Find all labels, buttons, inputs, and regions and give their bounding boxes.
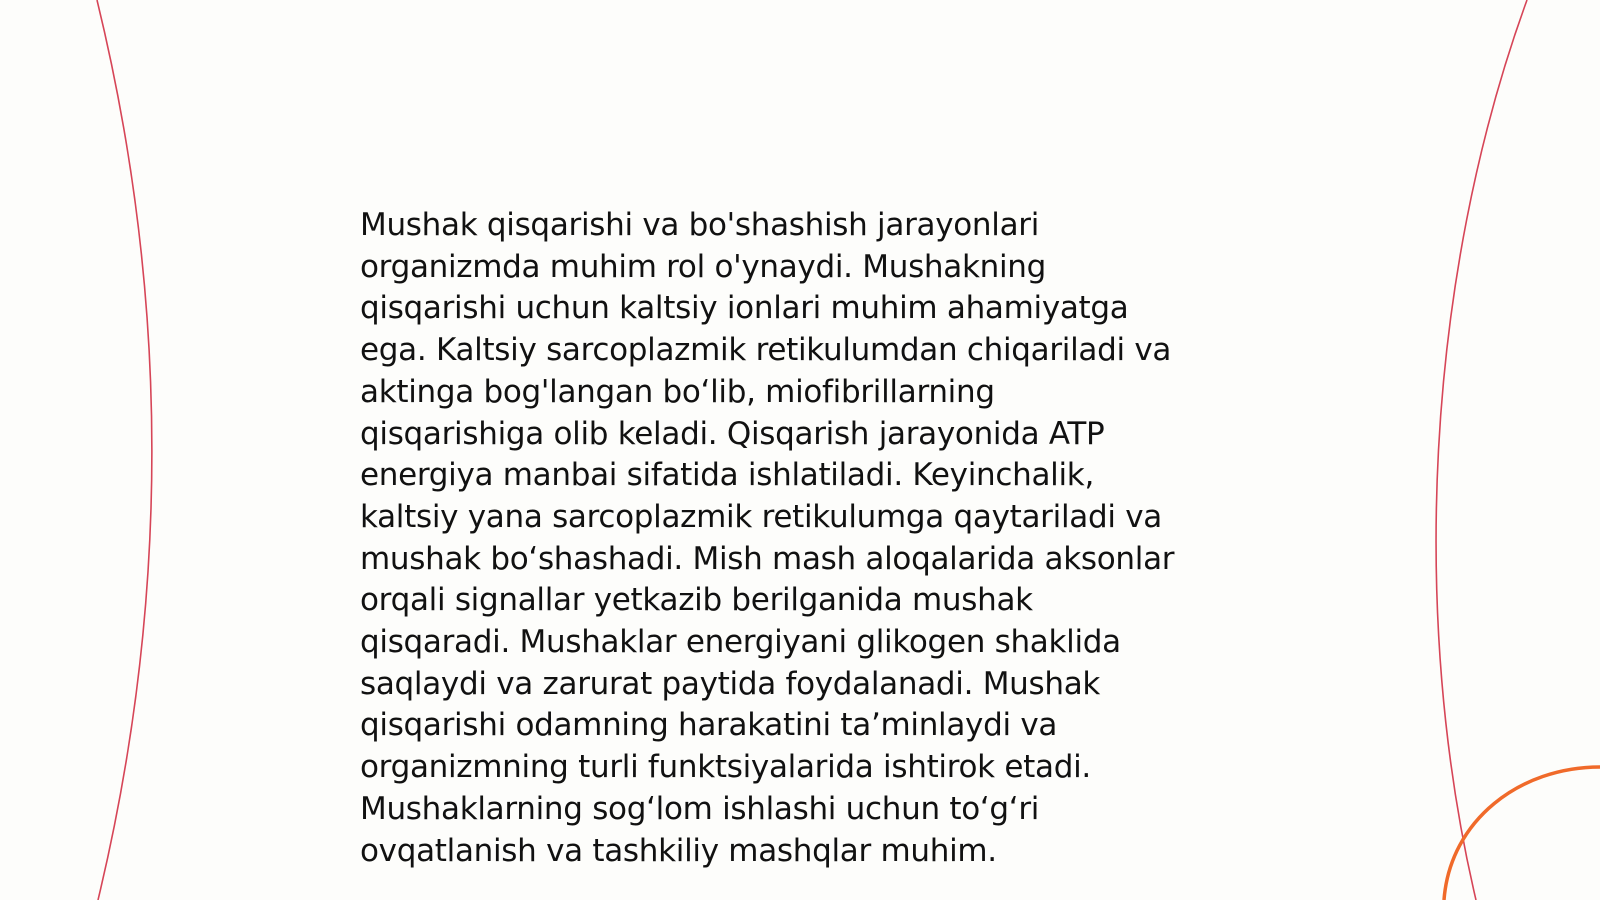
- paragraph-line: orqali signallar yetkazib berilganida mushak: [360, 582, 1033, 619]
- right-curve: [1436, 0, 1527, 900]
- paragraph-line: Mushaklarning sog‘lom ishlashi uchun to‘g‘ri: [360, 790, 1040, 827]
- accent-arc: [1444, 767, 1600, 900]
- paragraph-line: qisqaradi. Mushaklar energiyani glikogen shaklida: [360, 624, 1121, 661]
- paragraph-line: mushak bo‘shashadi. Mish mash aloqalarida aksonlar: [360, 540, 1175, 577]
- paragraph-line: qisqarishi odamning harakatini ta’minlaydi va: [360, 707, 1058, 744]
- paragraph-line: qisqarishiga olib keladi. Qisqarish jarayonida ATP: [360, 415, 1105, 452]
- body-paragraph: [360, 205, 1260, 872]
- paragraph-line: saqlaydi va zarurat paytida foydalanadi. Mushak: [360, 665, 1101, 702]
- paragraph-line: organizmda muhim rol o'ynaydi. Mushakning: [360, 248, 1047, 285]
- paragraph-line: aktinga bog'langan bo‘lib, miofibrillarning: [360, 373, 995, 410]
- paragraph-line: kaltsiy yana sarcoplazmik retikulumga qaytariladi va: [360, 498, 1162, 535]
- paragraph-line: organizmning turli funktsiyalarida ishtirok etadi.: [360, 749, 1091, 786]
- left-curve: [97, 0, 152, 900]
- paragraph-line: qisqarishi uchun kaltsiy ionlari muhim ahamiyatga: [360, 290, 1129, 327]
- paragraph-line: ega. Kaltsiy sarcoplazmik retikulumdan chiqariladi va: [360, 332, 1172, 369]
- paragraph-line: energiya manbai sifatida ishlatiladi. Keyinchalik,: [360, 457, 1095, 494]
- paragraph-line: Mushak qisqarishi va bo'shashish jarayonlari: [360, 207, 1040, 243]
- paragraph-line: ovqatlanish va tashkiliy mashqlar muhim.: [360, 832, 997, 869]
